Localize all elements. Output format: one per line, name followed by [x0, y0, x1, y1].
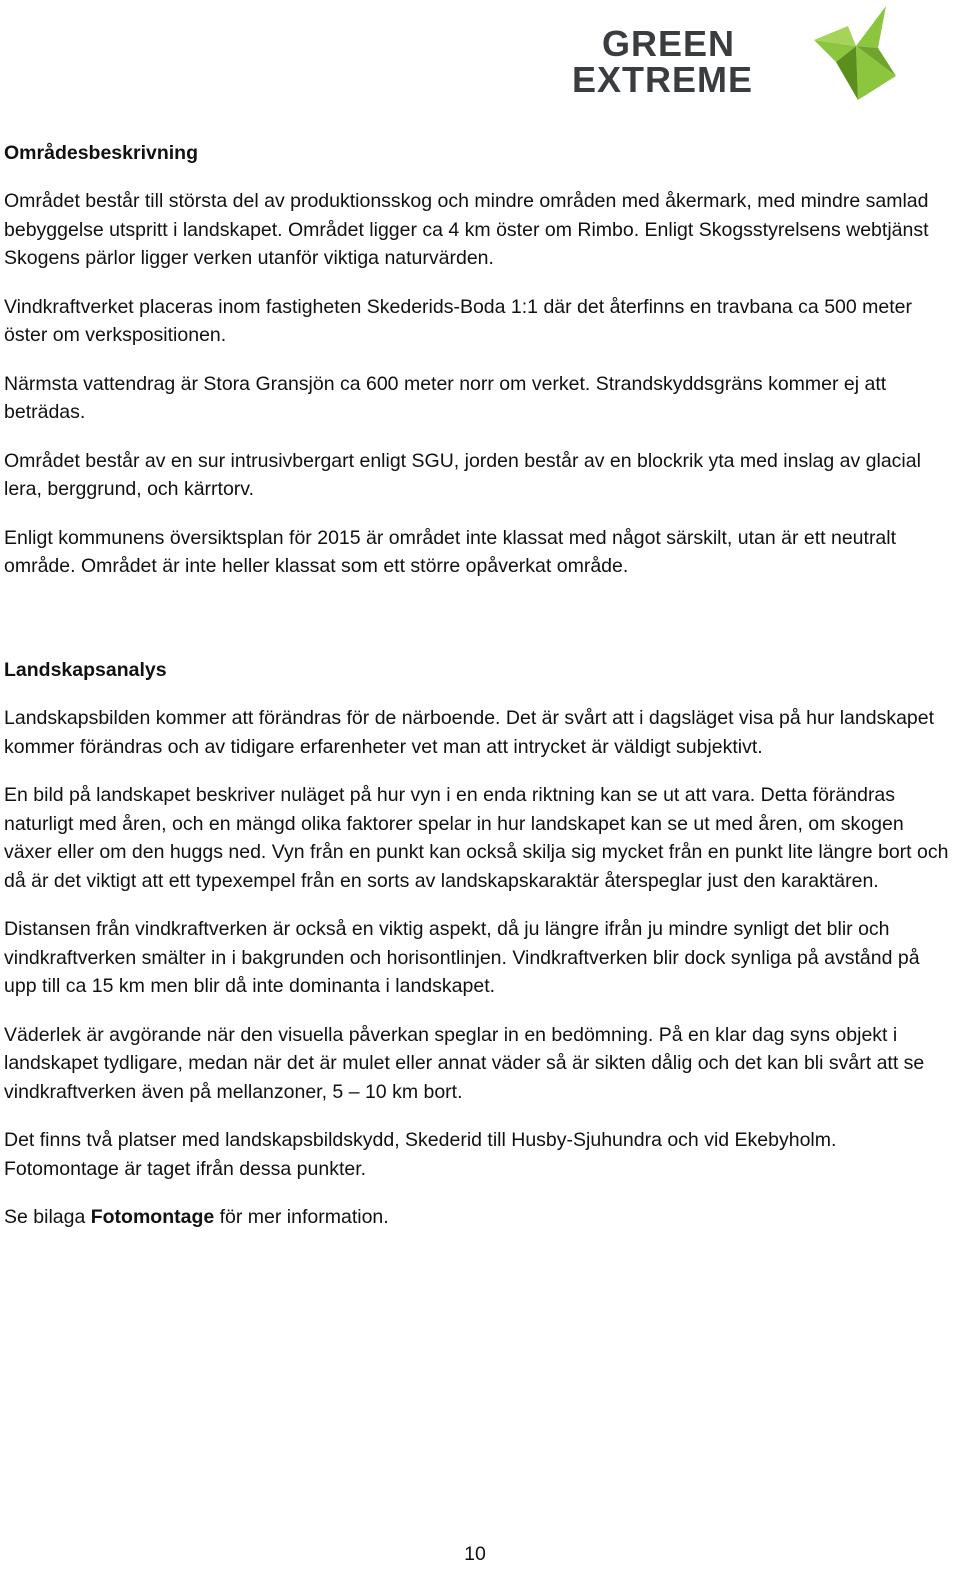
- page-number: 10: [464, 1543, 486, 1565]
- paragraph: Det finns två platser med landskapsbildskydd, Skederid till Husby-Sjuhundra och vid Ekebyholm. Fotomontage är taget ifrån dessa punkter.: [4, 1129, 837, 1180]
- paragraph: Området består av en sur intrusivbergart enligt SGU, jorden består av en blockrik yta med inslag av glacial lera, berggrund, och kärrtorv.: [4, 449, 921, 500]
- bilaga-prefix: Se bilaga: [4, 1206, 91, 1228]
- section-omradesbeskrivning: [4, 139, 954, 581]
- paragraph: Distansen från vindkraftverken är också en viktig aspekt, då ju längre ifrån ju mindre synligt det blir och vindkraftverken smälter in i bakgrunden och horisontlinjen. Vindkraftverken blir dock synliga på avstånd på upp till ca 15 km men blir då inte dominanta i landskapet.: [4, 918, 920, 997]
- paragraph: Landskapsbilden kommer att förändras för de närboende. Det är svårt att i dagsläget visa på hur landskapet kommer förändras och av tidigare erfarenheter vet man att intrycket är väldigt subjektivt.: [4, 707, 935, 758]
- paragraph: Närmsta vattendrag är Stora Gransjön ca 600 meter norr om verket. Strandskyddsgräns kommer ej att beträdas.: [4, 372, 887, 423]
- paragraph: Området består till största del av produktionsskog och mindre områden med åkermark, med mindre samlad bebyggelse utspritt i landskapet. Området ligger ca 4 km öster om Rimbo. Enligt Skogsstyrelsens webtjänst Skogens pärlor ligger verken utanför viktiga naturvärden.: [4, 190, 929, 269]
- paragraph: Enligt kommunens översiktsplan för 2015 är området inte klassat med något särskilt, utan är ett neutralt område. Området är inte heller klassat som ett större opåverkat område.: [4, 526, 897, 577]
- bilaga-suffix: för mer information.: [214, 1206, 389, 1228]
- pinwheel-icon: [808, 4, 898, 102]
- paragraph: Vindkraftverket placeras inom fastigheten Skederids-Boda 1:1 där det återfinns en travbana ca 500 meter öster om verkspositionen.: [4, 295, 912, 346]
- paragraph: En bild på landskapet beskriver nuläget på hur vyn i en enda riktning kan se ut att vara. Detta förändras naturligt med åren, och en mängd olika faktorer spelar in hur landskapet kan se ut med åren, om skogen växer eller om den huggs ned. Vyn från en punkt kan också skilja sig mycket från en punkt lite längre bort och då är det viktigt att ett typexempel från en sorts av landskapskaraktär återspeglar just den karaktären.: [4, 784, 949, 892]
- logo-text-green: GREEN: [602, 23, 736, 64]
- logo-text-extreme: EXTREME: [572, 59, 754, 100]
- bilaga-fotomontage: Fotomontage: [90, 1206, 215, 1228]
- green-extreme-logo: [572, 4, 902, 104]
- section-heading: Landskapsanalys: [4, 659, 167, 681]
- section-landskapsanalys: [4, 656, 954, 1232]
- paragraph: Väderlek är avgörande när den visuella påverkan speglar in en bedömning. På en klar dag syns objekt i landskapet tydligare, medan när det är mulet eller annat väder så är sikten dålig och det kan bli svårt att se vindkraftverken även på mellanzoner, 5 – 10 km bort.: [4, 1023, 925, 1103]
- section-heading: Områdesbeskrivning: [4, 142, 198, 164]
- paragraph-bilaga: [4, 1203, 954, 1232]
